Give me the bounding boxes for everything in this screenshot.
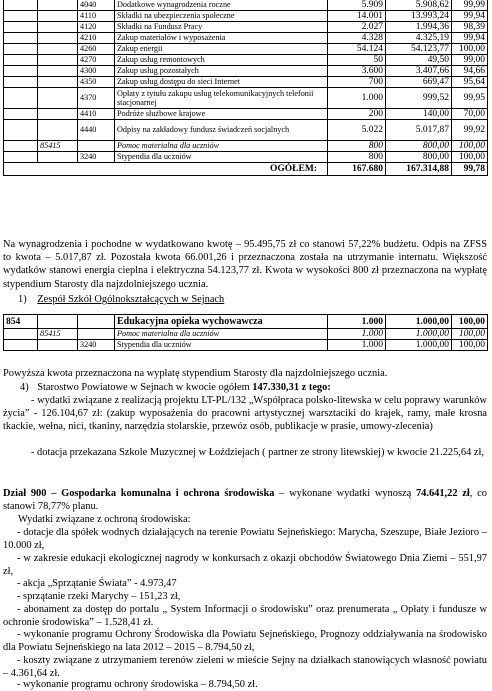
paragraph-zso-note: Powyższa kwota przeznaczona na wypłatę stypendium Starosty dla najzdolniejszego ucznia. — [3, 368, 388, 379]
paragraf-name: Zakup energii — [115, 44, 328, 55]
bullet-dotacja-szkola: - dotacja przekazana Szkole Muzycznej w Łoździejach ( partner ze strony litewskiej) w kwocie 21.225,64 zł, — [31, 447, 484, 458]
table-row — [4, 77, 488, 88]
env-list-item: - sprzątanie rzeki Marychy – 151,23 zł, — [17, 591, 181, 602]
pct-value: 98,39 — [452, 22, 488, 33]
section-heading-zso — [18, 293, 224, 306]
env-list-item: - w zakresie edukacji ekologicznej nagrody w konkursach z okazji obchodów Światowego Dnia Ziemi – 551,97 zł, — [3, 553, 487, 578]
item-amount: 147.330,31 — [252, 382, 300, 393]
dzial-cell — [4, 141, 38, 152]
item-starostwo — [20, 381, 331, 394]
pct-value: 100,00 — [452, 152, 488, 163]
pct-value: 99,92 — [452, 120, 488, 141]
table-row — [4, 33, 488, 44]
dzial-900-tail: , co stanowi 78,77% planu. — [3, 488, 487, 513]
table-row — [4, 152, 488, 163]
env-intro: Wydatki związane z ochroną środowiska: — [18, 514, 191, 525]
total-exec: 167.314,88 — [386, 163, 452, 176]
paragraf-code: 4300 — [78, 66, 115, 77]
table-row — [4, 88, 488, 109]
paragraf-code: 4040 — [78, 0, 115, 11]
dzial-cell — [4, 22, 38, 33]
rozdzial-cell — [38, 120, 78, 141]
paragraf-code: 3240 — [78, 152, 115, 163]
plan-value: 3.600 — [328, 66, 386, 77]
pct-value: 100,00 — [452, 315, 488, 329]
pct-value: 100,00 — [452, 141, 488, 152]
table-row — [4, 329, 488, 340]
total-plan: 167.680 — [328, 163, 386, 176]
exec-value: 49,50 — [386, 55, 452, 66]
paragraf-code: 4410 — [78, 109, 115, 120]
dzial-cell — [4, 55, 38, 66]
paragraf-code: 4270 — [78, 55, 115, 66]
table-row — [4, 340, 488, 351]
paragraf-name: Stypendia dla uczniów — [115, 152, 328, 163]
table-row — [4, 55, 488, 66]
total-pct: 99,78 — [452, 163, 488, 176]
paragraf-name: Dodatkowe wynagrodzenia roczne — [115, 0, 328, 11]
paragraf-code: 4120 — [78, 22, 115, 33]
exec-value: 5.017,87 — [386, 120, 452, 141]
exec-value: 13.993,24 — [386, 11, 452, 22]
paragraph-summary: Na wynagrodzenia i pochodne w wydatkowano kwotę – 95.495,75 zł co stanowi 57,22% budżetu. Odpis na ZFSS to kwota – 5.017,87 zł. Pozostała kwota 66.001,26 i przeznaczona została na utrzymanie internatu. Większość wydatków stanowi energia cieplna i elektryczna 54.123,77 zł. Kwota w wysokości 800 zł przeznaczona na wypłatę stypendium Starosty dla najzdolniejszego ucznia. — [3, 239, 487, 290]
exec-value: 1.000,00 — [386, 340, 452, 351]
pct-value: 100,00 — [452, 44, 488, 55]
pct-value: 100,00 — [452, 329, 488, 340]
budget-table-zso — [3, 314, 488, 351]
pct-value: 99,94 — [452, 33, 488, 44]
paragraf-name: Odpisy na zakładowy fundusz świadczeń socjalnych — [115, 120, 328, 141]
table-row — [4, 120, 488, 141]
dzial-name: Edukacyjna opieka wychowawcza — [115, 315, 328, 329]
exec-value: 5.908,62 — [386, 0, 452, 11]
section-title: Zespół Szkół Ogólnokształcących w Sejnach — [37, 294, 225, 305]
paragraf-code: 4370 — [78, 88, 115, 109]
rozdzial-name: Pomoc materialna dla uczniów — [115, 329, 328, 340]
paragraf-name: Składki na Fundusz Pracy — [115, 22, 328, 33]
pct-value: 70,00 — [452, 109, 488, 120]
paragraf-name: Opłaty z tytułu zakupu usług telekomunikacyjnych telefonii stacjonarnej — [115, 88, 328, 109]
pct-value: 99,99 — [452, 0, 488, 11]
paragraf-name: Składki na ubezpieczenia społeczne — [115, 11, 328, 22]
exec-value: 1.994,36 — [386, 22, 452, 33]
table-row — [4, 44, 488, 55]
paragraf-name: Zakup usług pozostałych — [115, 66, 328, 77]
paragraf-cell — [78, 141, 115, 152]
plan-value: 2.027 — [328, 22, 386, 33]
rozdzial-cell — [38, 66, 78, 77]
dzial-cell — [4, 120, 38, 141]
paragraf-code: 3240 — [78, 340, 115, 351]
dzial-900-title: Dział 900 – Gospodarka komunalna i ochrona środowiska — [3, 488, 275, 499]
pct-value: 99,00 — [452, 55, 488, 66]
dzial-cell — [4, 77, 38, 88]
exec-value: 54.123,77 — [386, 44, 452, 55]
plan-value: 1.000 — [328, 315, 386, 329]
rozdzial-code: 85415 — [38, 329, 78, 340]
env-list-item: - wykonanie programu ochrony środowiska – 8.794,50 zł. — [17, 679, 258, 690]
pct-value: 100,00 — [452, 340, 488, 351]
plan-value: 200 — [328, 109, 386, 120]
plan-value: 4.328 — [328, 33, 386, 44]
plan-value: 800 — [328, 141, 386, 152]
paragraf-name: Stypendia dla uczniów — [115, 340, 328, 351]
paragraf-code: 4210 — [78, 33, 115, 44]
table-row — [4, 66, 488, 77]
paragraf-code: 4110 — [78, 11, 115, 22]
table-row — [4, 0, 488, 11]
plan-value: 5.909 — [328, 0, 386, 11]
plan-value: 54.124 — [328, 44, 386, 55]
plan-value: 800 — [328, 152, 386, 163]
env-list-item: - koszty związane z utrzymaniem terenów zieleni w mieście Sejny na działkach stanowiących własność powiatu – 4.361,64 zł. — [3, 655, 487, 680]
rozdzial-cell — [38, 22, 78, 33]
dzial-cell — [4, 44, 38, 55]
rozdzial-cell — [38, 88, 78, 109]
rozdzial-cell — [38, 33, 78, 44]
exec-value: 1.000,00 — [386, 329, 452, 340]
item-number: 4) — [20, 382, 29, 393]
total-label: OGÓŁEM: — [4, 163, 328, 176]
dzial-cell — [4, 33, 38, 44]
dzial-cell — [4, 0, 38, 11]
pct-value: 99,94 — [452, 11, 488, 22]
paragraf-name: Zakup usług dostępu do sieci Internet — [115, 77, 328, 88]
dzial-900-mid: – wykonane wydatki wynoszą — [274, 488, 416, 499]
pct-value: 99,95 — [452, 88, 488, 109]
exec-value: 4.325,19 — [386, 33, 452, 44]
table-row — [4, 315, 488, 329]
table1-body — [4, 0, 488, 176]
rozdzial-cell — [38, 77, 78, 88]
item-suffix: z tego: — [299, 382, 331, 393]
exec-value: 800,00 — [386, 152, 452, 163]
table-row — [4, 109, 488, 120]
exec-value: 1.000,00 — [386, 315, 452, 329]
budget-table-dzial-854-continued — [3, 0, 488, 176]
section-number: 1) — [18, 294, 27, 305]
plan-value: 5.022 — [328, 120, 386, 141]
paragraf-name: Zakup materiałów i wyposażenia — [115, 33, 328, 44]
table-row — [4, 22, 488, 33]
env-list-item: - abonament za dostęp do portalu „ System Informacji o środowisku” oraz prenumerata „ Opłaty i fundusze w ochronie środowiska” – 1.528,41 zł. — [3, 604, 487, 629]
rozdzial-cell — [38, 44, 78, 55]
paragraf-code: 4440 — [78, 120, 115, 141]
dzial-cell — [4, 88, 38, 109]
dzial-900-amount: 74.641,22 zł — [415, 488, 470, 499]
paragraf-code: 4350 — [78, 77, 115, 88]
plan-value: 50 — [328, 55, 386, 66]
total-row — [4, 163, 488, 176]
paragraf-code: 4260 — [78, 44, 115, 55]
exec-value: 669,47 — [386, 77, 452, 88]
plan-value: 1.000 — [328, 340, 386, 351]
item-text: Starostwo Powiatowe w Sejnach w kwocie ogółem — [37, 382, 250, 393]
env-list-item: - akcja „Sprzątanie Świata” - 4.973,47 — [17, 578, 177, 589]
pct-value: 95,64 — [452, 77, 488, 88]
table-row — [4, 11, 488, 22]
exec-value: 3.407,66 — [386, 66, 452, 77]
dzial-code: 854 — [4, 315, 38, 329]
rozdzial-code: 85415 — [38, 141, 78, 152]
env-list-item: - dotacje dla spółek wodnych działających na terenie Powiatu Sejneńskiego: Marycha, Szeszupe, Białe Jezioro – 10.000 zł, — [3, 527, 487, 552]
exec-value: 140,00 — [386, 109, 452, 120]
env-list-item: - wykonanie programu Ochrony Środowiska dla Powiatu Sejneńskiego, Prognozy oddziaływania na środowisko dla Powiatu Sejneńskiego na lata 2012 – 2015 – 8.794,50 zł, — [3, 629, 487, 654]
table-row — [4, 141, 488, 152]
rozdzial-name: Pomoc materialna dla uczniów — [115, 141, 328, 152]
rozdzial-cell — [38, 0, 78, 11]
paragraf-name: Zakup usług remontowych — [115, 55, 328, 66]
dzial-cell — [4, 11, 38, 22]
plan-value: 700 — [328, 77, 386, 88]
pct-value: 94,66 — [452, 66, 488, 77]
exec-value: 999,52 — [386, 88, 452, 109]
bullet-lt-pl-project: - wydatki związane z realizacją projektu LT-PL/132 „Współpraca polsko-litewska w celu poprawy warunków życia” - 126.104,67 zł: (zakup wyposażenia do pracowni artystycznej warsztaciki do krajek, ramy, małe krosna tkackie, wełna, nici, tkaniny, narzędzia stolarskie, przewóz osób, publikacje w prasie, umowy-zlecenia) — [3, 395, 487, 433]
rozdzial-cell — [38, 109, 78, 120]
paragraf-name: Podróże służbowe krajowe — [115, 109, 328, 120]
dzial-cell — [4, 152, 38, 163]
rozdzial-cell — [38, 55, 78, 66]
plan-value: 1.000 — [328, 88, 386, 109]
dzial-900-heading — [3, 487, 487, 513]
dzial-cell — [4, 109, 38, 120]
rozdzial-cell — [38, 152, 78, 163]
plan-value: 14.001 — [328, 11, 386, 22]
dzial-cell — [4, 66, 38, 77]
exec-value: 800,00 — [386, 141, 452, 152]
rozdzial-cell — [38, 11, 78, 22]
plan-value: 1.000 — [328, 329, 386, 340]
